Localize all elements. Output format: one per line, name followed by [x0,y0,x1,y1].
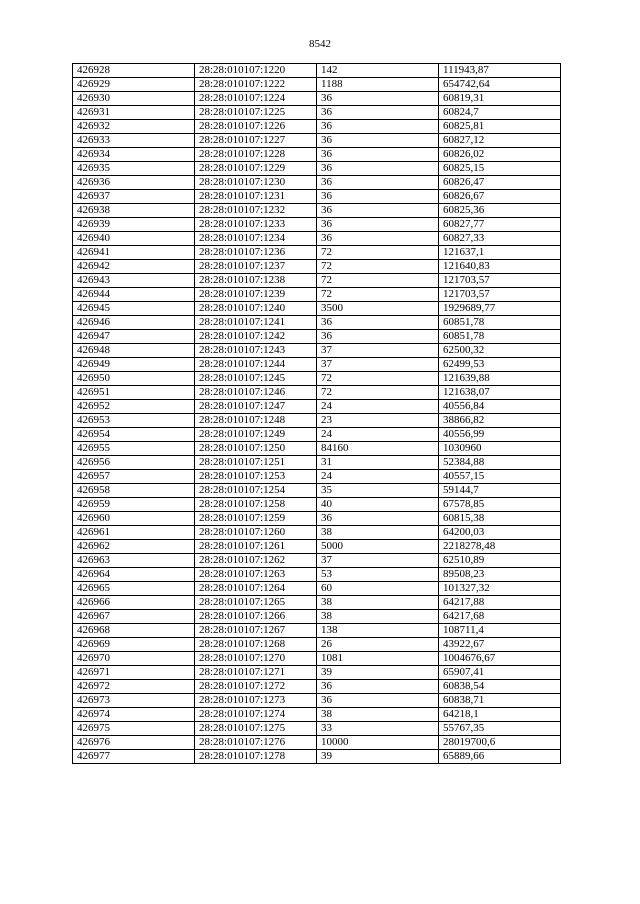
record-number-cell: 426961 [73,526,195,540]
table-row [73,344,561,358]
table-row [73,330,561,344]
cadastral-number-cell: 28:28:010107:1249 [195,428,317,442]
page-number: 8542 [309,38,331,50]
record-number-cell: 426974 [73,708,195,722]
area-cell: 36 [317,218,439,232]
area-cell: 36 [317,162,439,176]
area-cell: 24 [317,400,439,414]
table-row [73,372,561,386]
record-number-cell: 426959 [73,498,195,512]
table-row [73,736,561,750]
record-number-cell: 426965 [73,582,195,596]
table-row [73,596,561,610]
cadastral-number-cell: 28:28:010107:1267 [195,624,317,638]
area-cell: 37 [317,358,439,372]
table-row [73,92,561,106]
record-number-cell: 426944 [73,288,195,302]
record-number-cell: 426950 [73,372,195,386]
area-cell: 35 [317,484,439,498]
cadastral-number-cell: 28:28:010107:1266 [195,610,317,624]
table-row [73,288,561,302]
value-cell: 65889,66 [439,750,561,764]
cadastral-number-cell: 28:28:010107:1246 [195,386,317,400]
cadastral-number-cell: 28:28:010107:1276 [195,736,317,750]
cadastral-number-cell: 28:28:010107:1228 [195,148,317,162]
area-cell: 36 [317,316,439,330]
cadastral-number-cell: 28:28:010107:1224 [195,92,317,106]
record-number-cell: 426956 [73,456,195,470]
cadastral-number-cell: 28:28:010107:1272 [195,680,317,694]
table-row [73,638,561,652]
area-cell: 53 [317,568,439,582]
record-number-cell: 426966 [73,596,195,610]
area-cell: 142 [317,64,439,78]
table-row [73,120,561,134]
cadastral-number-cell: 28:28:010107:1262 [195,554,317,568]
table-row [73,414,561,428]
cadastral-number-cell: 28:28:010107:1227 [195,134,317,148]
area-cell: 72 [317,288,439,302]
value-cell: 121703,57 [439,288,561,302]
value-cell: 108711,4 [439,624,561,638]
area-cell: 31 [317,456,439,470]
record-number-cell: 426953 [73,414,195,428]
area-cell: 36 [317,694,439,708]
area-cell: 36 [317,106,439,120]
value-cell: 60824,7 [439,106,561,120]
area-cell: 72 [317,372,439,386]
record-number-cell: 426951 [73,386,195,400]
table-row [73,610,561,624]
table-row [73,442,561,456]
record-number-cell: 426971 [73,666,195,680]
cadastral-number-cell: 28:28:010107:1239 [195,288,317,302]
record-number-cell: 426941 [73,246,195,260]
area-cell: 40 [317,498,439,512]
cadastral-number-cell: 28:28:010107:1263 [195,568,317,582]
record-number-cell: 426939 [73,218,195,232]
value-cell: 121639,88 [439,372,561,386]
cadastral-number-cell: 28:28:010107:1258 [195,498,317,512]
value-cell: 62500,32 [439,344,561,358]
cadastral-number-cell: 28:28:010107:1250 [195,442,317,456]
cadastral-number-cell: 28:28:010107:1242 [195,330,317,344]
cadastral-number-cell: 28:28:010107:1259 [195,512,317,526]
record-number-cell: 426947 [73,330,195,344]
record-number-cell: 426933 [73,134,195,148]
cadastral-number-cell: 28:28:010107:1230 [195,176,317,190]
area-cell: 5000 [317,540,439,554]
area-cell: 72 [317,274,439,288]
value-cell: 43922,67 [439,638,561,652]
cadastral-number-cell: 28:28:010107:1225 [195,106,317,120]
record-number-cell: 426954 [73,428,195,442]
table-row [73,624,561,638]
value-cell: 60838,54 [439,680,561,694]
cadastral-number-cell: 28:28:010107:1253 [195,470,317,484]
value-cell: 60827,77 [439,218,561,232]
area-cell: 37 [317,554,439,568]
record-number-cell: 426934 [73,148,195,162]
cadastral-number-cell: 28:28:010107:1260 [195,526,317,540]
area-cell: 36 [317,190,439,204]
area-cell: 38 [317,610,439,624]
value-cell: 28019700,6 [439,736,561,750]
cadastral-number-cell: 28:28:010107:1254 [195,484,317,498]
value-cell: 40556,84 [439,400,561,414]
record-number-cell: 426976 [73,736,195,750]
table-row [73,316,561,330]
table-row [73,456,561,470]
area-cell: 38 [317,596,439,610]
cadastral-number-cell: 28:28:010107:1226 [195,120,317,134]
record-number-cell: 426977 [73,750,195,764]
area-cell: 36 [317,330,439,344]
record-number-cell: 426955 [73,442,195,456]
area-cell: 72 [317,246,439,260]
table-row [73,750,561,764]
record-number-cell: 426972 [73,680,195,694]
cadastral-number-cell: 28:28:010107:1244 [195,358,317,372]
area-cell: 39 [317,666,439,680]
table-row [73,232,561,246]
value-cell: 89508,23 [439,568,561,582]
value-cell: 60851,78 [439,316,561,330]
table-row [73,652,561,666]
value-cell: 64217,68 [439,610,561,624]
value-cell: 60825,15 [439,162,561,176]
value-cell: 121640,83 [439,260,561,274]
record-number-cell: 426952 [73,400,195,414]
record-number-cell: 426968 [73,624,195,638]
value-cell: 40557,15 [439,470,561,484]
table-row [73,106,561,120]
value-cell: 64218,1 [439,708,561,722]
area-cell: 60 [317,582,439,596]
table-row [73,512,561,526]
value-cell: 654742,64 [439,78,561,92]
table-row [73,722,561,736]
area-cell: 72 [317,386,439,400]
area-cell: 36 [317,232,439,246]
cadastral-number-cell: 28:28:010107:1247 [195,400,317,414]
area-cell: 23 [317,414,439,428]
table-row [73,526,561,540]
value-cell: 60815,38 [439,512,561,526]
cadastral-number-cell: 28:28:010107:1268 [195,638,317,652]
table-row [73,260,561,274]
area-cell: 24 [317,470,439,484]
table-row [73,428,561,442]
record-number-cell: 426935 [73,162,195,176]
record-number-cell: 426940 [73,232,195,246]
table-row [73,708,561,722]
record-number-cell: 426931 [73,106,195,120]
table-row [73,554,561,568]
value-cell: 59144,7 [439,484,561,498]
table-row [73,246,561,260]
registry-table [72,63,561,764]
cadastral-number-cell: 28:28:010107:1275 [195,722,317,736]
table-row [73,540,561,554]
record-number-cell: 426928 [73,64,195,78]
area-cell: 37 [317,344,439,358]
area-cell: 36 [317,134,439,148]
value-cell: 64217,88 [439,596,561,610]
table-row [73,680,561,694]
area-cell: 38 [317,708,439,722]
record-number-cell: 426946 [73,316,195,330]
value-cell: 60838,71 [439,694,561,708]
record-number-cell: 426942 [73,260,195,274]
table-row [73,176,561,190]
area-cell: 36 [317,680,439,694]
area-cell: 36 [317,148,439,162]
table-row [73,162,561,176]
cadastral-number-cell: 28:28:010107:1233 [195,218,317,232]
value-cell: 121637,1 [439,246,561,260]
record-number-cell: 426949 [73,358,195,372]
value-cell: 60826,67 [439,190,561,204]
cadastral-number-cell: 28:28:010107:1271 [195,666,317,680]
record-number-cell: 426936 [73,176,195,190]
record-number-cell: 426943 [73,274,195,288]
value-cell: 60851,78 [439,330,561,344]
area-cell: 1188 [317,78,439,92]
table-row [73,666,561,680]
area-cell: 138 [317,624,439,638]
cadastral-number-cell: 28:28:010107:1231 [195,190,317,204]
table-row [73,204,561,218]
record-number-cell: 426969 [73,638,195,652]
cadastral-number-cell: 28:28:010107:1229 [195,162,317,176]
cadastral-number-cell: 28:28:010107:1240 [195,302,317,316]
cadastral-number-cell: 28:28:010107:1222 [195,78,317,92]
cadastral-number-cell: 28:28:010107:1220 [195,64,317,78]
table-row [73,568,561,582]
area-cell: 39 [317,750,439,764]
value-cell: 1929689,77 [439,302,561,316]
table-row [73,694,561,708]
table-row [73,302,561,316]
record-number-cell: 426962 [73,540,195,554]
cadastral-number-cell: 28:28:010107:1236 [195,246,317,260]
area-cell: 1081 [317,652,439,666]
record-number-cell: 426945 [73,302,195,316]
record-number-cell: 426967 [73,610,195,624]
record-number-cell: 426930 [73,92,195,106]
area-cell: 33 [317,722,439,736]
table-row [73,358,561,372]
value-cell: 52384,88 [439,456,561,470]
value-cell: 60819,31 [439,92,561,106]
cadastral-number-cell: 28:28:010107:1237 [195,260,317,274]
area-cell: 72 [317,260,439,274]
value-cell: 60826,47 [439,176,561,190]
record-number-cell: 426937 [73,190,195,204]
value-cell: 60827,33 [439,232,561,246]
area-cell: 10000 [317,736,439,750]
value-cell: 121638,07 [439,386,561,400]
area-cell: 36 [317,512,439,526]
value-cell: 101327,32 [439,582,561,596]
table-row [73,148,561,162]
table-row [73,484,561,498]
record-number-cell: 426960 [73,512,195,526]
area-cell: 3500 [317,302,439,316]
cadastral-number-cell: 28:28:010107:1241 [195,316,317,330]
record-number-cell: 426938 [73,204,195,218]
cadastral-number-cell: 28:28:010107:1238 [195,274,317,288]
cadastral-number-cell: 28:28:010107:1270 [195,652,317,666]
area-cell: 36 [317,204,439,218]
value-cell: 67578,85 [439,498,561,512]
value-cell: 2218278,48 [439,540,561,554]
record-number-cell: 426957 [73,470,195,484]
record-number-cell: 426970 [73,652,195,666]
area-cell: 36 [317,176,439,190]
table-row [73,582,561,596]
area-cell: 38 [317,526,439,540]
value-cell: 60825,36 [439,204,561,218]
table-row [73,386,561,400]
record-number-cell: 426958 [73,484,195,498]
cadastral-number-cell: 28:28:010107:1265 [195,596,317,610]
table-row [73,78,561,92]
table-row [73,218,561,232]
value-cell: 1004676,67 [439,652,561,666]
record-number-cell: 426963 [73,554,195,568]
area-cell: 84160 [317,442,439,456]
table-row [73,274,561,288]
cadastral-number-cell: 28:28:010107:1232 [195,204,317,218]
table-row [73,470,561,484]
cadastral-number-cell: 28:28:010107:1273 [195,694,317,708]
area-cell: 26 [317,638,439,652]
value-cell: 121703,57 [439,274,561,288]
cadastral-number-cell: 28:28:010107:1261 [195,540,317,554]
area-cell: 36 [317,92,439,106]
value-cell: 62510,89 [439,554,561,568]
record-number-cell: 426975 [73,722,195,736]
table-body [73,64,561,764]
cadastral-number-cell: 28:28:010107:1274 [195,708,317,722]
area-cell: 36 [317,120,439,134]
record-number-cell: 426929 [73,78,195,92]
value-cell: 60826,02 [439,148,561,162]
value-cell: 40556,99 [439,428,561,442]
value-cell: 65907,41 [439,666,561,680]
value-cell: 38866,82 [439,414,561,428]
area-cell: 24 [317,428,439,442]
value-cell: 1030960 [439,442,561,456]
table-row [73,400,561,414]
value-cell: 55767,35 [439,722,561,736]
cadastral-number-cell: 28:28:010107:1243 [195,344,317,358]
value-cell: 64200,03 [439,526,561,540]
table-row [73,134,561,148]
record-number-cell: 426948 [73,344,195,358]
value-cell: 62499,53 [439,358,561,372]
cadastral-number-cell: 28:28:010107:1234 [195,232,317,246]
cadastral-number-cell: 28:28:010107:1278 [195,750,317,764]
table-row [73,498,561,512]
record-number-cell: 426973 [73,694,195,708]
record-number-cell: 426964 [73,568,195,582]
value-cell: 60825,81 [439,120,561,134]
value-cell: 60827,12 [439,134,561,148]
record-number-cell: 426932 [73,120,195,134]
cadastral-number-cell: 28:28:010107:1251 [195,456,317,470]
cadastral-number-cell: 28:28:010107:1264 [195,582,317,596]
cadastral-number-cell: 28:28:010107:1245 [195,372,317,386]
table-row [73,190,561,204]
table-row [73,64,561,78]
value-cell: 111943,87 [439,64,561,78]
cadastral-number-cell: 28:28:010107:1248 [195,414,317,428]
